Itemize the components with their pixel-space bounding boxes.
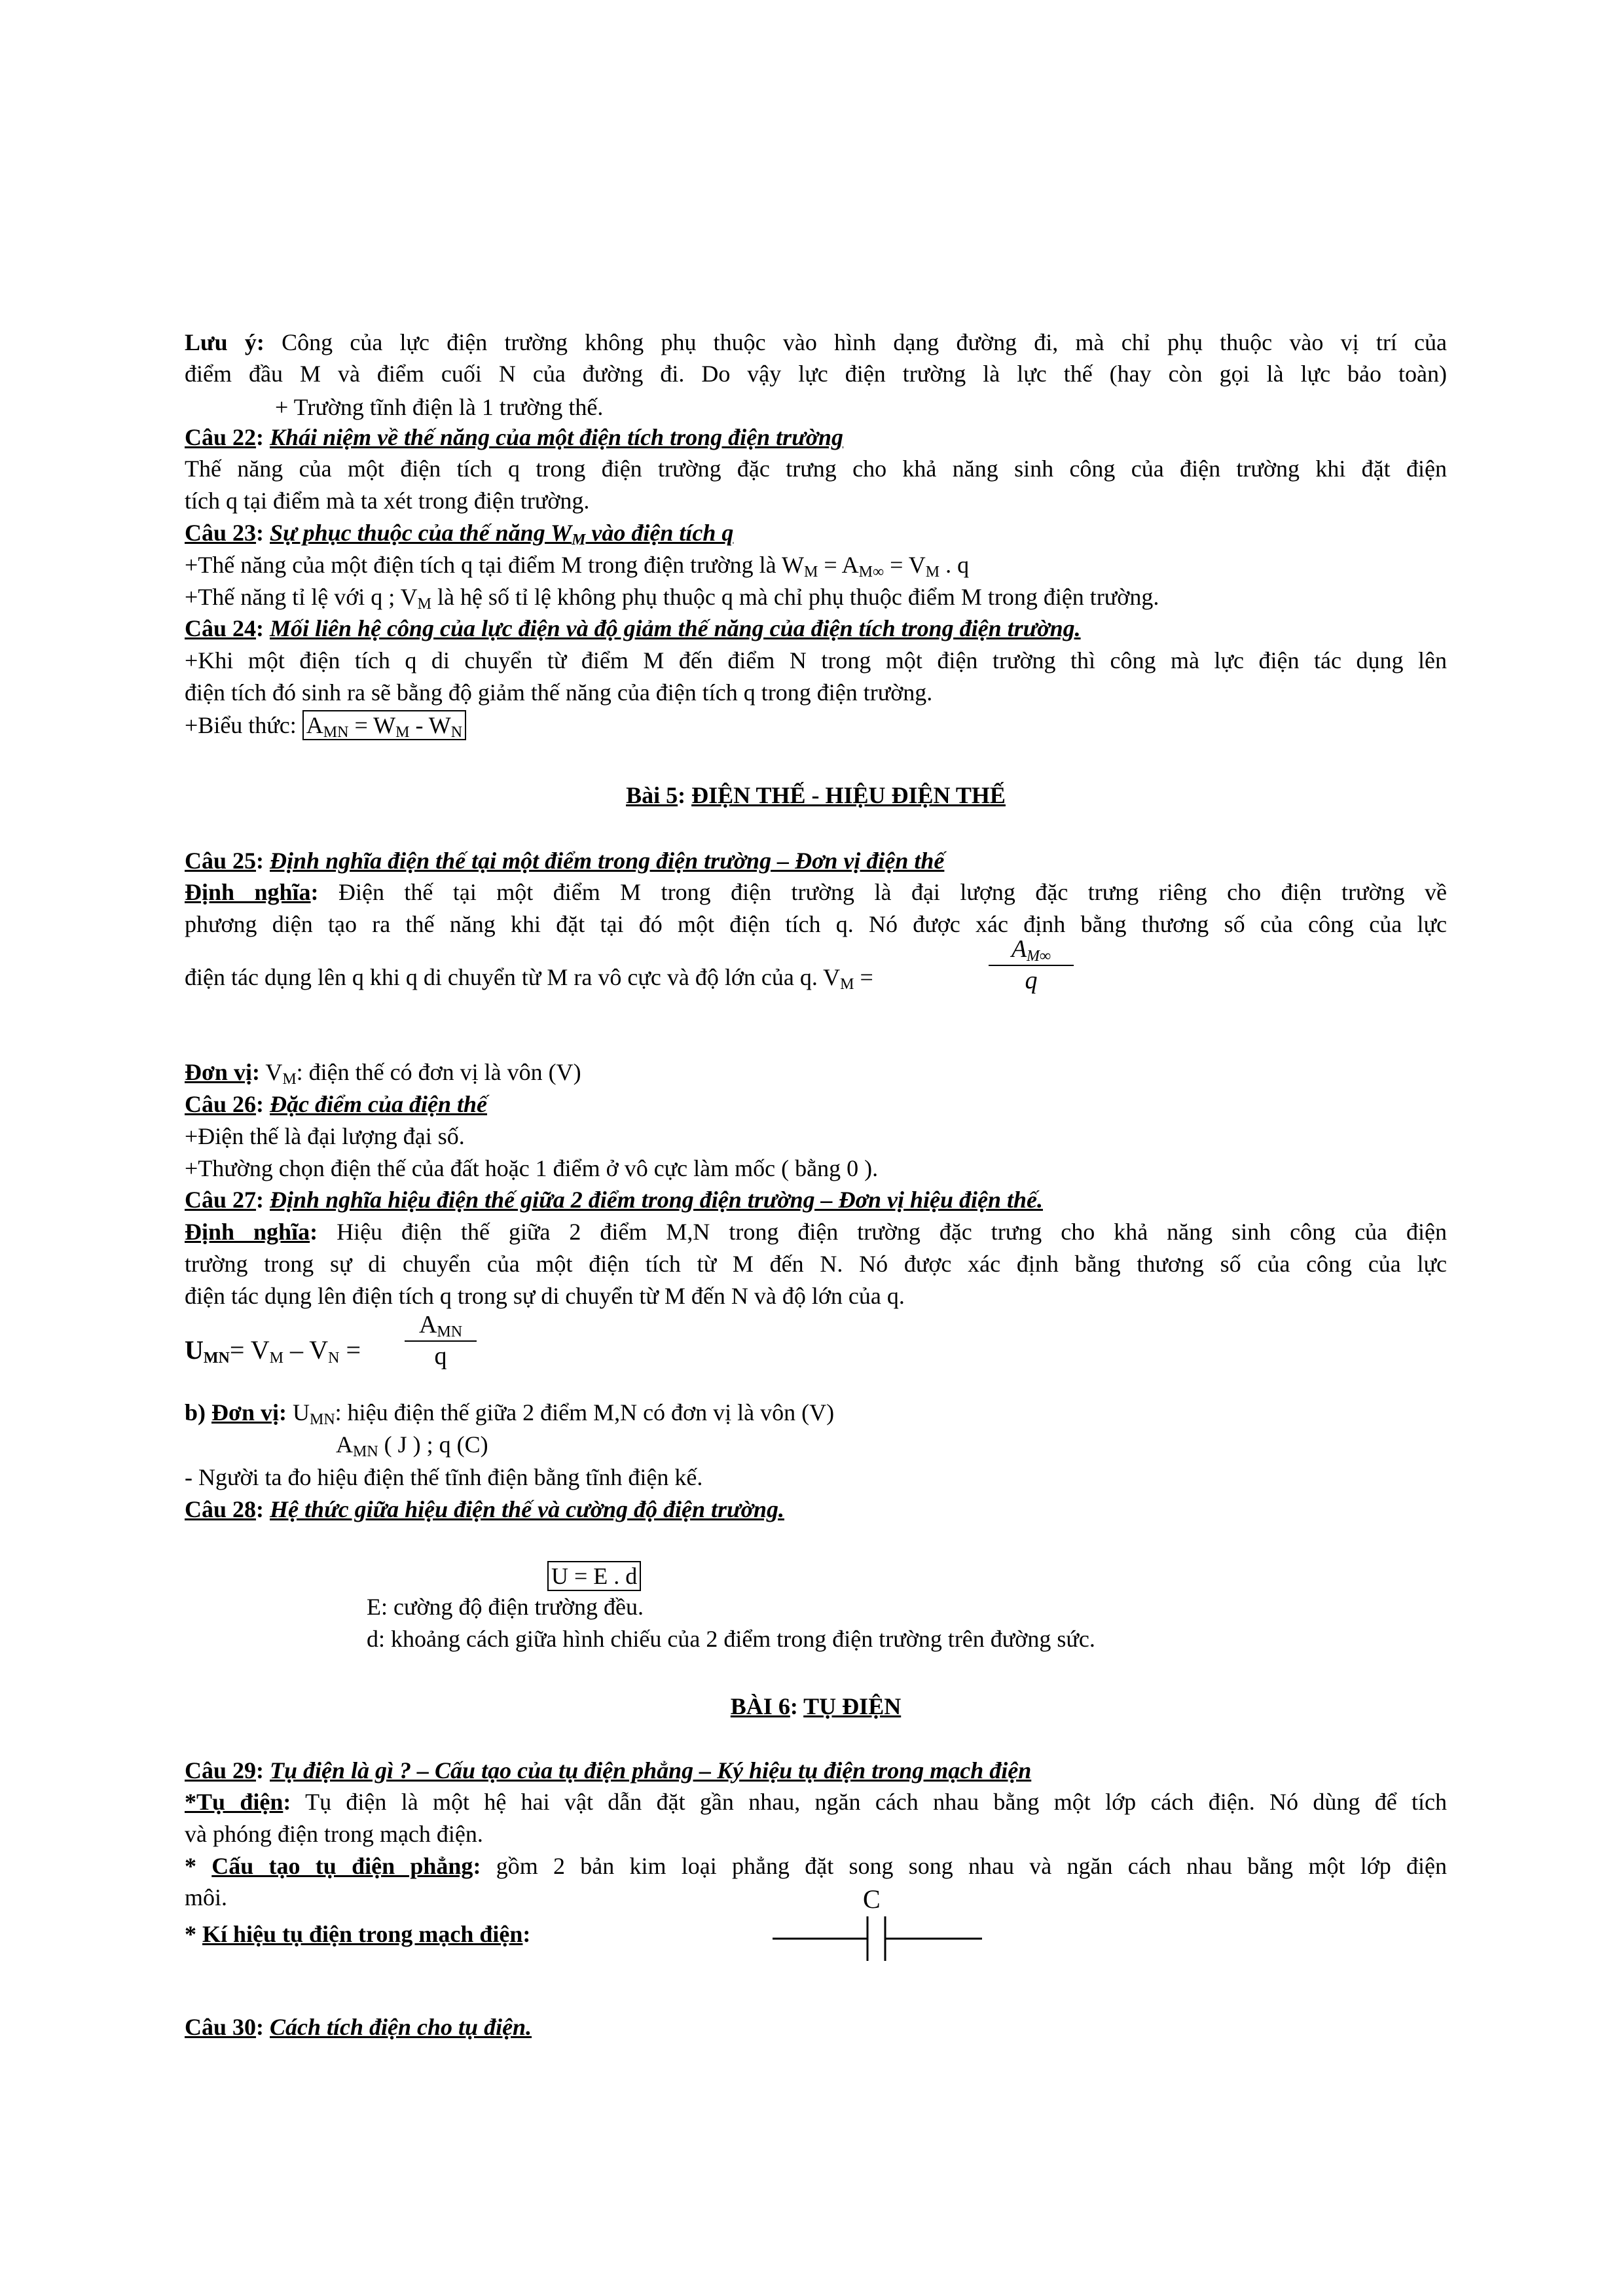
field-formula-box: U = E . d: [547, 1561, 641, 1591]
question-25-unit: Đơn vị: $V_M$: điện thế có đơn vị là vôn (V): [185, 1059, 581, 1088]
question-26-heading: Câu 26: Đặc điểm của điện thế: [185, 1091, 487, 1117]
question-29-line-1: *Tụ điện: Tụ điện là một hệ hai vật dẫn đặt gần nhau, ngăn cách nhau bằng một lớp cách điện. Nó dùng để tích: [185, 1789, 1447, 1815]
question-24-formula-line: [185, 709, 1447, 742]
question-22-title: Khái niệm về thế năng của một điện tích trong điện trường: [270, 424, 844, 450]
question-23-line-1: +Thế năng của một điện tích q tại điểm M trong điện trường là $W_M = A_{M\infty} = V_M$ . q: [185, 552, 970, 581]
lesson-5-label: Bài 5: [626, 782, 678, 808]
question-30-heading: Câu 30: Cách tích điện cho tụ điện.: [185, 2014, 532, 2040]
question-26-label: Câu 26: [185, 1091, 257, 1117]
lesson-6-label: BÀI 6: [730, 1693, 790, 1719]
question-29-symbol-line: * Kí hiệu tụ điện trong mạch điện:: [185, 1921, 531, 1947]
question-22-line-1: Thế năng của một điện tích q trong điện trường đặc trưng cho khả năng sinh công của điện trường khi đặt điện: [185, 456, 1447, 482]
note-label: Lưu ý:: [185, 329, 264, 355]
question-27-line-3: điện tác dụng lên điện tích q trong sự di chuyển từ M đến N và độ lớn của q.: [185, 1283, 905, 1309]
question-26-line-1: +Điện thế là đại lượng đại số.: [185, 1123, 465, 1149]
question-27-line-2: trường trong sự di chuyển của một điện tích từ M đến N. Nó được xác định bằng thương số của công của lực: [185, 1251, 1447, 1277]
potential-fraction: $\frac{A_{M\infty}}{q}$: [989, 935, 1074, 995]
note-line-1: [185, 326, 1447, 359]
question-27-unit-2: $A_{MN}$ ( J ) ; q (C): [336, 1431, 488, 1460]
lesson-5-title: ĐIỆN THẾ - HIỆU ĐIỆN THẾ: [691, 782, 1006, 808]
definition-label: Định nghĩa: [185, 879, 311, 905]
voltage-formula: $U_{MN}= V_M - V_N$ =: [185, 1335, 361, 1367]
question-27-line-4: - Người ta đo hiệu điện thế tĩnh điện bằng tĩnh điện kế.: [185, 1464, 703, 1490]
question-29-label: Câu 29: [185, 1757, 257, 1784]
question-23-heading: Câu 23: Sự phục thuộc của thế năng $W_M$ vào điện tích q: [185, 520, 734, 548]
question-25-line-1: Định nghĩa: Điện thế tại một điểm M trong điện trường là đại lượng đặc trưng riêng cho điện trường về: [185, 879, 1447, 905]
question-24-line-1: +Khi một điện tích q di chuyển từ điểm M đến điểm N trong một điện trường thì công mà lực điện tác dụng lên: [185, 647, 1447, 673]
capacitor-label: *Tụ điện: [185, 1789, 283, 1815]
question-28-d-line: d: khoảng cách giữa hình chiếu của 2 điểm trong điện trường trên đường sức.: [367, 1626, 1095, 1652]
question-28-heading: Câu 28: Hệ thức giữa hiệu điện thế và cường độ điện trường.: [185, 1496, 784, 1522]
question-25-label: Câu 25: [185, 848, 257, 874]
question-29-line-4: môi.: [185, 1884, 228, 1910]
note-text-1: Công của lực điện trường không phụ thuộc vào hình dạng đường đi, mà chỉ phụ thuộc vào vị trí của: [282, 329, 1448, 355]
question-22-line-2: tích q tại điểm mà ta xét trong điện trường.: [185, 488, 590, 514]
question-24-line-2: điện tích đó sinh ra sẽ bằng độ giảm thế năng của điện tích q trong điện trường.: [185, 679, 933, 706]
question-25-line-2: phương diện tạo ra thế năng khi đặt tại đó một điện tích q. Nó được xác định bằng thương số của công của lực: [185, 911, 1447, 937]
lesson-6-heading: BÀI 6: TỤ ĐIỆN: [730, 1693, 902, 1719]
question-29-heading: Câu 29: Tụ điện là gì ? – Cấu tạo của tụ điện phẳng – Ký hiệu tụ điện trong mạch điện: [185, 1757, 1032, 1784]
item-b-label: b): [185, 1399, 206, 1426]
question-29-line-3: * Cấu tạo tụ điện phẳng: gồm 2 bản kim loại phẳng đặt song song nhau và ngăn cách nhau bằng một lớp điện: [185, 1853, 1448, 1879]
question-27-line-1: Định nghĩa: Hiệu điện thế giữa 2 điểm M,N trong điện trường đặc trưng cho khả năng sinh công của điện: [185, 1219, 1447, 1245]
note-line-2: điểm đầu M và điểm cuối N của đường đi. Do vậy lực điện trường là lực thế (hay còn gọi là lực bảo toàn): [185, 361, 1447, 387]
lesson-5-heading: Bài 5: ĐIỆN THẾ - HIỆU ĐIỆN THẾ: [626, 782, 1006, 808]
lesson-6-title: TỤ ĐIỆN: [803, 1693, 902, 1719]
unit-label: Đơn vị: [185, 1059, 252, 1085]
question-25-heading: Câu 25: Định nghĩa điện thế tại một điểm trong điện trường – Đơn vị điện thế: [185, 848, 945, 874]
question-23-title: Sự phục thuộc của thế năng $W_M$ vào điện tích q: [270, 520, 734, 548]
question-24-label: Câu 24: [185, 615, 257, 641]
question-22-heading: Câu 22: Khái niệm về thế năng của một điện tích trong điện trường: [185, 424, 844, 450]
question-27-label: Câu 27: [185, 1187, 257, 1213]
definition-label-27: Định nghĩa: [185, 1219, 310, 1245]
question-30-label: Câu 30: [185, 2014, 257, 2040]
question-24-title: Mối liên hệ công của lực điện và độ giảm thế năng của điện tích trong điện trường.: [270, 615, 1081, 641]
question-26-line-2: +Thường chọn điện thế của đất hoặc 1 điểm ở vô cực làm mốc ( bằng 0 ).: [185, 1155, 879, 1181]
question-27-title: Định nghĩa hiệu điện thế giữa 2 điểm trong điện trường – Đơn vị hiệu điện thế.: [270, 1187, 1043, 1213]
question-28-e-line: E: cường độ điện trường đều.: [367, 1594, 644, 1620]
question-24-heading: Câu 24: Mối liên hệ công của lực điện và độ giảm thế năng của điện tích trong điện trường.: [185, 615, 1081, 641]
question-25-title: Định nghĩa điện thế tại một điểm trong điện trường – Đơn vị điện thế: [270, 848, 945, 874]
work-energy-formula-box: $A_{MN} = W_M - W_N$: [302, 710, 466, 740]
field-formula: [547, 1560, 641, 1592]
question-26-title: Đặc điểm của điện thế: [270, 1091, 487, 1117]
question-27-unit: b) Đơn vị: $U_{MN}$: hiệu điện thế giữa 2 điểm M,N có đơn vị là vôn (V): [185, 1399, 835, 1428]
formula-label: +Biểu thức:: [185, 712, 297, 738]
symbol-label: Kí hiệu tụ điện trong mạch điện: [202, 1921, 523, 1947]
capacitor-symbol-icon: [773, 1911, 989, 1964]
capacitor-symbol-label: C: [863, 1884, 881, 1914]
question-28-title: Hệ thức giữa hiệu điện thế và cường độ điện trường.: [270, 1496, 784, 1522]
question-22-label: Câu 22: [185, 424, 257, 450]
question-23-label: Câu 23: [185, 520, 257, 546]
question-23-line-2: +Thế năng tỉ lệ với q ; $V_M$ là hệ số tỉ lệ không phụ thuộc q mà chỉ phụ thuộc điểm M trong điện trường.: [185, 584, 1159, 613]
unit-label-27: Đơn vị: [211, 1399, 279, 1426]
question-29-title: Tụ điện là gì ? – Cấu tạo của tụ điện phẳng – Ký hiệu tụ điện trong mạch điện: [270, 1757, 1032, 1784]
note-line-3: + Trường tĩnh điện là 1 trường thế.: [275, 394, 604, 420]
question-30-title: Cách tích điện cho tụ điện.: [270, 2014, 532, 2040]
question-29-line-2: và phóng điện trong mạch điện.: [185, 1821, 483, 1847]
question-27-heading: Câu 27: Định nghĩa hiệu điện thế giữa 2 điểm trong điện trường – Đơn vị hiệu điện thế.: [185, 1187, 1043, 1213]
question-28-label: Câu 28: [185, 1496, 257, 1522]
question-25-line-3: điện tác dụng lên q khi q di chuyển từ M ra vô cực và độ lớn của q. $V_M$ =: [185, 964, 873, 993]
structure-label: Cấu tạo tụ điện phẳng: [211, 1853, 473, 1879]
voltage-fraction: $A_{MN}$ q: [405, 1310, 477, 1371]
